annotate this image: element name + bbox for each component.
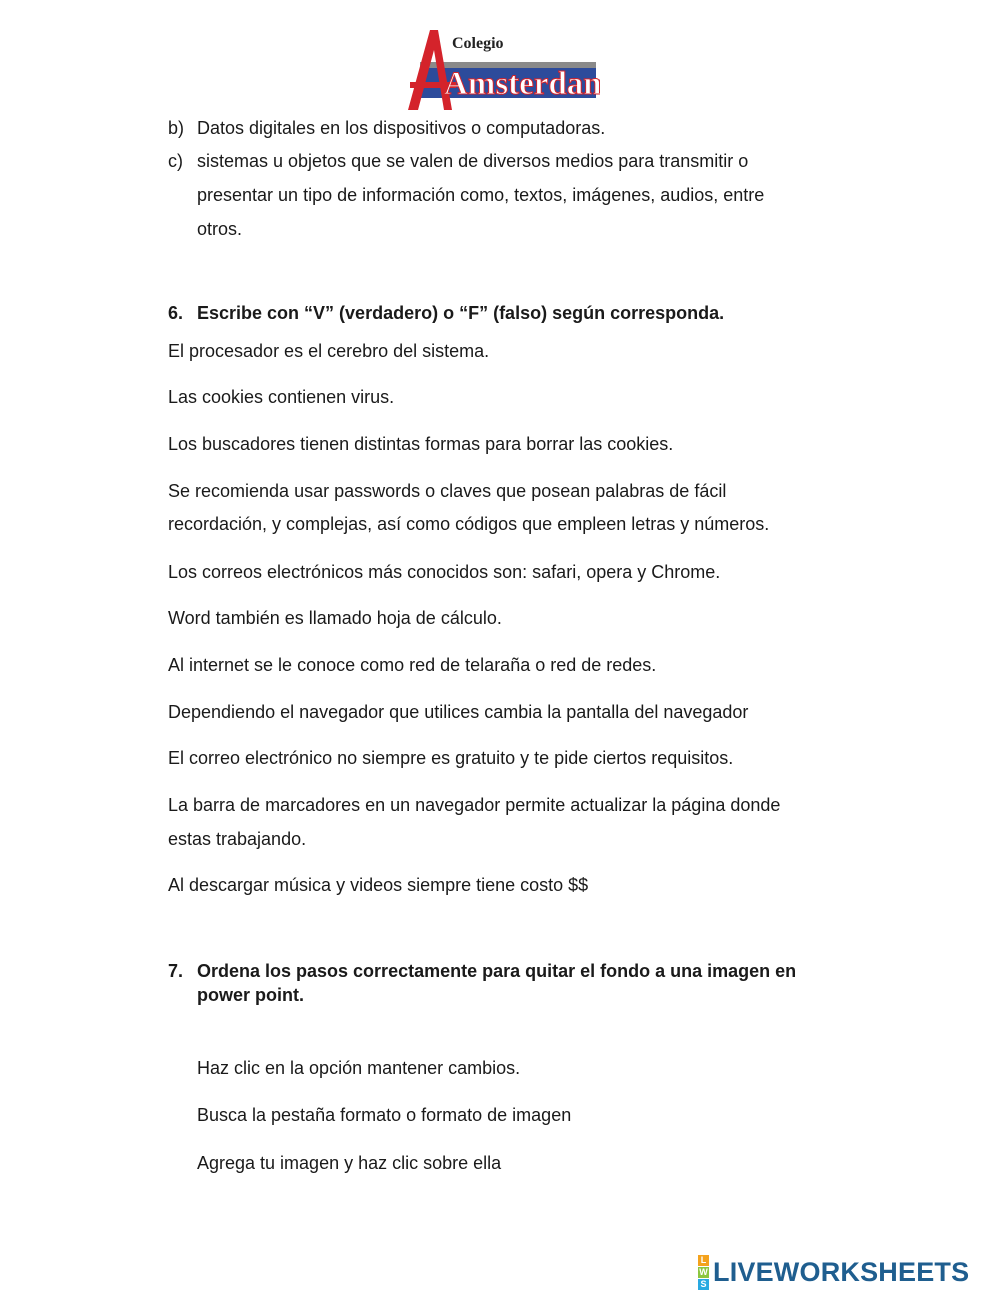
- question-7-number: 7.: [168, 961, 184, 981]
- option-c-line-1: sistemas u objetos que se valen de diversos medios para transmitir o: [197, 151, 749, 171]
- block-w: W: [699, 1266, 708, 1277]
- statement-6: Word también es llamado hoja de cálculo.: [168, 608, 502, 628]
- statement-3: Los buscadores tienen distintas formas para borrar las cookies.: [168, 434, 674, 454]
- statement-2: Las cookies contienen virus.: [168, 387, 395, 407]
- question-7-title-line-1: Ordena los pasos correctamente para quitar el fondo a una imagen en: [197, 961, 797, 981]
- statement-10-line-2: estas trabajando.: [168, 829, 307, 849]
- option-b-text: Datos digitales en los dispositivos o computadoras.: [197, 118, 606, 138]
- step-3: Agrega tu imagen y haz clic sobre ella: [197, 1153, 502, 1173]
- logo-top-text: Colegio: [452, 35, 504, 52]
- step-1: Haz clic en la opción mantener cambios.: [197, 1058, 521, 1078]
- step-2: Busca la pestaña formato o formato de imagen: [197, 1105, 572, 1125]
- question-6-number: 6.: [168, 303, 184, 323]
- block-s: S: [698, 1279, 709, 1290]
- option-c-marker: c): [168, 151, 183, 171]
- school-logo: [400, 22, 600, 112]
- statement-1: El procesador es el cerebro del sistema.: [168, 341, 490, 361]
- option-c-line-2: presentar un tipo de información como, textos, imágenes, audios, entre: [197, 185, 765, 205]
- liveworksheets-logo: [698, 1252, 969, 1292]
- option-c-line-3: otros.: [197, 219, 243, 239]
- liveworksheets-blocks-icon: [698, 1255, 709, 1290]
- statement-8: Dependiendo el navegador que utilices cambia la pantalla del navegador: [168, 702, 749, 722]
- statement-5: Los correos electrónicos más conocidos son: safari, opera y Chrome.: [168, 562, 721, 582]
- block-l: L: [698, 1255, 709, 1266]
- statement-11: Al descargar música y videos siempre tiene costo $$: [168, 875, 589, 895]
- statement-4-line-2: recordación, y complejas, así como códigos que empleen letras y números.: [168, 514, 770, 534]
- logo-graphic: [400, 22, 600, 112]
- option-b-marker: b): [168, 118, 185, 138]
- statement-4-line-1: Se recomienda usar passwords o claves que posean palabras de fácil: [168, 481, 727, 501]
- statement-10-line-1: La barra de marcadores en un navegador permite actualizar la página donde: [168, 795, 781, 815]
- liveworksheets-text: LIVEWORKSHEETS: [713, 1256, 970, 1287]
- logo-main-text: Amsterdam: [444, 66, 600, 102]
- statement-7: Al internet se le conoce como red de telaraña o red de redes.: [168, 655, 657, 675]
- question-7-title-line-2: power point.: [197, 985, 304, 1005]
- statement-9: El correo electrónico no siempre es gratuito y te pide ciertos requisitos.: [168, 748, 734, 768]
- question-6-title: Escribe con “V” (verdadero) o “F” (falso) según corresponda.: [197, 303, 725, 323]
